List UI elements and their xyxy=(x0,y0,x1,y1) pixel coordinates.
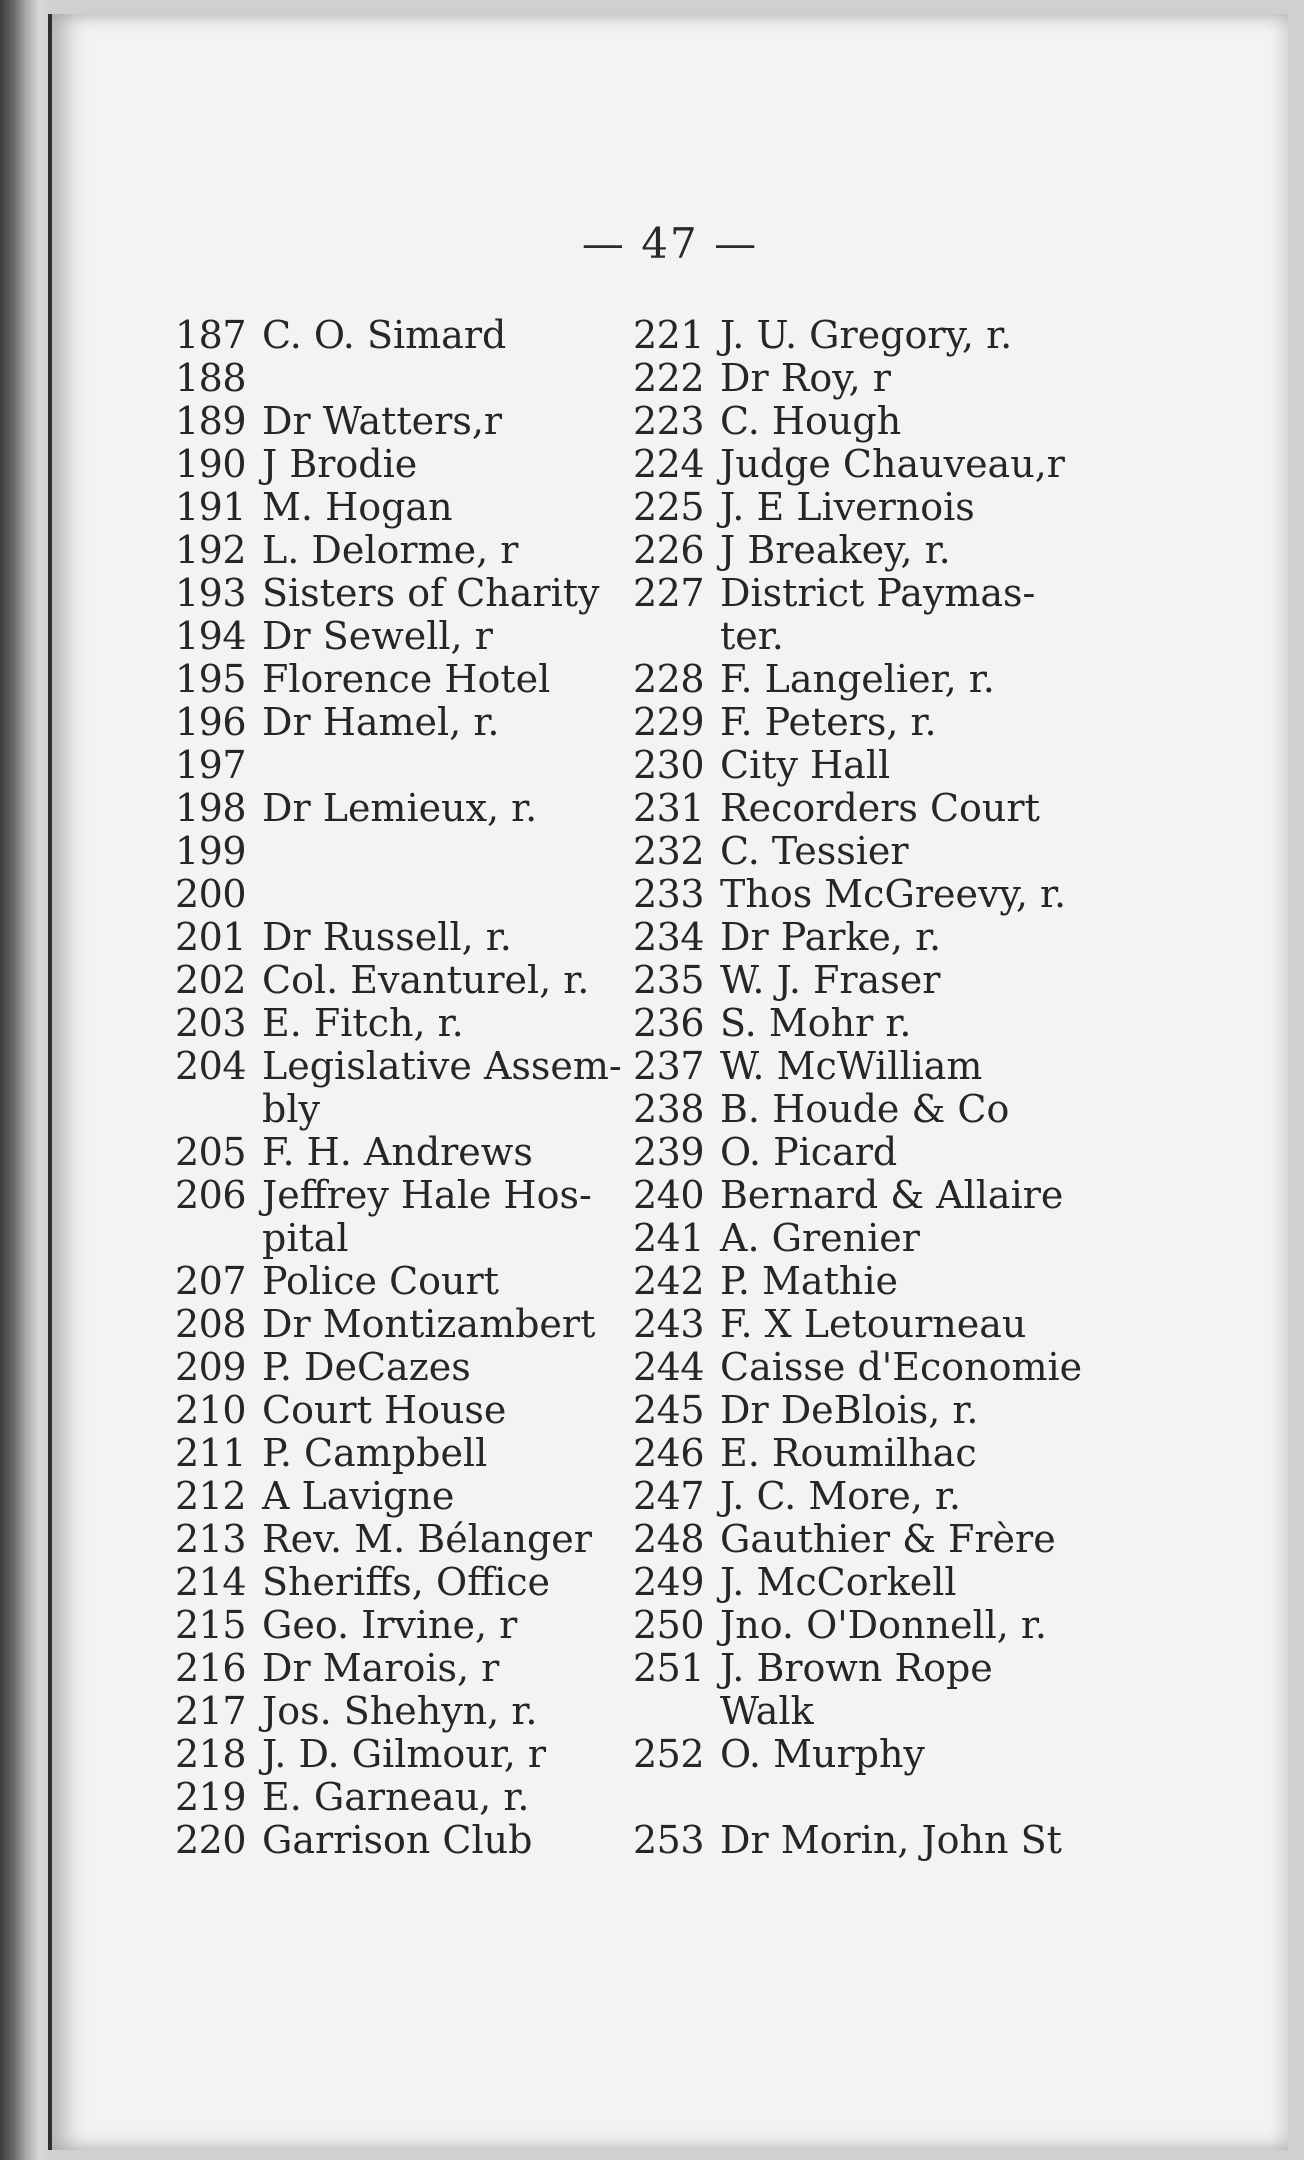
entry-name: Dr Roy, r xyxy=(720,356,891,400)
entry-name: Sheriffs, Office xyxy=(262,1560,551,1604)
entry-name: F. X Letourneau xyxy=(720,1302,1027,1346)
list-item xyxy=(620,1002,1120,1045)
entry-number: 212 xyxy=(174,1474,246,1518)
list-item xyxy=(162,916,682,959)
list-item xyxy=(162,1561,682,1604)
entry-name: E. Garneau, r. xyxy=(262,1775,530,1819)
entry-number: 200 xyxy=(174,872,246,916)
list-item xyxy=(162,443,682,486)
entry-number: 215 xyxy=(174,1603,246,1647)
entry-number: 194 xyxy=(174,614,246,658)
list-item xyxy=(620,1303,1120,1346)
entry-name: Dr Morin, John St xyxy=(720,1818,1062,1862)
list-item xyxy=(620,529,1120,572)
entry-name: J. U. Gregory, r. xyxy=(720,313,1013,357)
entry-number: 230 xyxy=(632,743,704,787)
entry-name: Dr Parke, r. xyxy=(720,915,942,959)
entry-name: F. Langelier, r. xyxy=(720,657,995,701)
entry-name: P. DeCazes xyxy=(262,1345,471,1389)
entry-name: S. Mohr r. xyxy=(720,1001,912,1045)
entry-name: J Brodie xyxy=(262,442,418,486)
list-item xyxy=(162,1045,682,1131)
entry-number: 197 xyxy=(174,743,246,787)
list-item xyxy=(162,615,682,658)
list-item xyxy=(620,1260,1120,1303)
list-item xyxy=(620,1432,1120,1475)
entry-number: 239 xyxy=(632,1130,704,1174)
entry-number: 221 xyxy=(632,313,704,357)
entry-number: 233 xyxy=(632,872,704,916)
entry-name: P. Mathie xyxy=(720,1259,898,1303)
entry-number: 235 xyxy=(632,958,704,1002)
entry-name: Bernard & Allaire xyxy=(720,1173,1064,1217)
list-item xyxy=(162,1002,682,1045)
list-item xyxy=(620,357,1120,400)
list-item xyxy=(162,830,682,873)
entry-name: District Paymas- ter. xyxy=(720,571,1036,658)
list-item xyxy=(162,1690,682,1733)
entry-name: A. Grenier xyxy=(720,1216,920,1260)
entry-name: Sisters of Charity xyxy=(262,571,600,615)
entry-name: Florence Hotel xyxy=(262,657,551,701)
list-item xyxy=(620,1088,1120,1131)
entry-number: 243 xyxy=(632,1302,704,1346)
entry-name: B. Houde & Co xyxy=(720,1087,1010,1131)
list-item xyxy=(162,1733,682,1776)
entry-name: E. Roumilhac xyxy=(720,1431,977,1475)
entry-number: 203 xyxy=(174,1001,246,1045)
list-item xyxy=(162,1260,682,1303)
list-item xyxy=(162,959,682,1002)
entry-number: 208 xyxy=(174,1302,246,1346)
book-page xyxy=(48,14,1288,2150)
entry-number: 210 xyxy=(174,1388,246,1432)
entry-number: 222 xyxy=(632,356,704,400)
entry-number: 201 xyxy=(174,915,246,959)
entry-number: 217 xyxy=(174,1689,246,1733)
entry-number: 198 xyxy=(174,786,246,830)
entry-name: F. H. Andrews xyxy=(262,1130,533,1174)
entry-name: Dr Montizambert xyxy=(262,1302,596,1346)
list-item xyxy=(162,486,682,529)
page-number: — 47 — xyxy=(581,219,759,268)
entry-number: 229 xyxy=(632,700,704,744)
entry-name: Dr Marois, r xyxy=(262,1646,500,1690)
list-item xyxy=(620,400,1120,443)
entry-name: Legislative Assem- bly xyxy=(262,1044,622,1131)
list-item xyxy=(162,1389,682,1432)
entry-name: Dr Lemieux, r. xyxy=(262,786,538,830)
list-item xyxy=(162,1647,682,1690)
entry-name: City Hall xyxy=(720,743,891,787)
list-item xyxy=(620,1819,1120,1862)
list-item xyxy=(620,1217,1120,1260)
entry-name: J Breakey, r. xyxy=(720,528,951,572)
list-item xyxy=(620,916,1120,959)
entry-name: Court House xyxy=(262,1388,507,1432)
entry-name: O. Picard xyxy=(720,1130,898,1174)
entry-number: 238 xyxy=(632,1087,704,1131)
entry-number: 253 xyxy=(632,1818,704,1862)
list-item xyxy=(620,1647,1120,1733)
list-item xyxy=(162,1346,682,1389)
entry-name: W. McWilliam xyxy=(720,1044,983,1088)
entry-number: 211 xyxy=(174,1431,246,1475)
list-item xyxy=(620,873,1120,916)
list-item xyxy=(162,529,682,572)
list-item xyxy=(620,744,1120,787)
entry-name xyxy=(262,830,682,873)
entry-name: M. Hogan xyxy=(262,485,453,529)
entry-name: Jno. O'Donnell, r. xyxy=(720,1603,1047,1647)
entry-number: 190 xyxy=(174,442,246,486)
entry-name: O. Murphy xyxy=(720,1732,925,1776)
right-column xyxy=(620,314,1120,1862)
entry-name xyxy=(262,873,682,916)
list-item xyxy=(620,1045,1120,1088)
entry-name xyxy=(262,357,682,400)
list-item xyxy=(620,787,1120,830)
entry-name: A Lavigne xyxy=(262,1474,455,1518)
entry-number: 241 xyxy=(632,1216,704,1260)
entry-name: J. D. Gilmour, r xyxy=(262,1732,547,1776)
list-item xyxy=(620,1604,1120,1647)
entry-number: 189 xyxy=(174,399,246,443)
entry-number: 246 xyxy=(632,1431,704,1475)
list-item xyxy=(162,873,682,916)
entry-name: Col. Evanturel, r. xyxy=(262,958,590,1002)
list-item xyxy=(620,1389,1120,1432)
list-item xyxy=(162,1174,682,1260)
entry-number: 214 xyxy=(174,1560,246,1604)
entry-number: 242 xyxy=(632,1259,704,1303)
list-item xyxy=(620,1131,1120,1174)
list-item xyxy=(620,959,1120,1002)
entry-name: F. Peters, r. xyxy=(720,700,937,744)
entry-number: 232 xyxy=(632,829,704,873)
entry-number: 209 xyxy=(174,1345,246,1389)
entry-number: 199 xyxy=(174,829,246,873)
entry-number: 226 xyxy=(632,528,704,572)
list-item xyxy=(162,572,682,615)
entry-name: Caisse d'Economie xyxy=(720,1345,1083,1389)
list-item xyxy=(162,400,682,443)
list-item xyxy=(162,1518,682,1561)
list-item xyxy=(162,1819,682,1862)
entry-number: 219 xyxy=(174,1775,246,1819)
list-item xyxy=(620,1346,1120,1389)
entry-name: C. Hough xyxy=(720,399,902,443)
entry-number: 218 xyxy=(174,1732,246,1776)
entry-name xyxy=(262,744,682,787)
list-item xyxy=(162,744,682,787)
entry-name: J. Brown Rope Walk xyxy=(720,1646,993,1733)
list-item xyxy=(620,1174,1120,1217)
entry-name: Dr Russell, r. xyxy=(262,915,512,959)
entry-number: 237 xyxy=(632,1044,704,1088)
entry-name: Rev. M. Bélanger xyxy=(262,1517,592,1561)
list-item xyxy=(162,1604,682,1647)
entry-name: J. E Livernois xyxy=(720,485,975,529)
entry-number: 251 xyxy=(632,1646,704,1690)
entry-number: 231 xyxy=(632,786,704,830)
entry-number: 248 xyxy=(632,1517,704,1561)
entry-number: 224 xyxy=(632,442,704,486)
entry-number: 250 xyxy=(632,1603,704,1647)
list-item xyxy=(620,701,1120,744)
list-item xyxy=(162,314,682,357)
list-item xyxy=(620,486,1120,529)
entry-name: C. Tessier xyxy=(720,829,909,873)
entry-number: 228 xyxy=(632,657,704,701)
list-item xyxy=(620,1733,1120,1776)
list-item xyxy=(162,1475,682,1518)
entry-name: J. C. More, r. xyxy=(720,1474,961,1518)
entry-number: 207 xyxy=(174,1259,246,1303)
left-column xyxy=(162,314,682,1862)
list-item xyxy=(620,1475,1120,1518)
entry-name: E. Fitch, r. xyxy=(262,1001,464,1045)
entry-name: Garrison Club xyxy=(262,1818,533,1862)
entry-number: 196 xyxy=(174,700,246,744)
entry-number: 220 xyxy=(174,1818,246,1862)
entry-name: J. McCorkell xyxy=(720,1560,957,1604)
entry-number: 191 xyxy=(174,485,246,529)
entry-name: Dr Watters,r xyxy=(262,399,503,443)
entry-number: 225 xyxy=(632,485,704,529)
entry-number: 249 xyxy=(632,1560,704,1604)
entry-number: 213 xyxy=(174,1517,246,1561)
entry-name: P. Campbell xyxy=(262,1431,488,1475)
entry-number: 247 xyxy=(632,1474,704,1518)
entry-number: 204 xyxy=(174,1044,246,1088)
entry-number: 244 xyxy=(632,1345,704,1389)
entry-number: 245 xyxy=(632,1388,704,1432)
list-item xyxy=(162,357,682,400)
entry-name: C. O. Simard xyxy=(262,313,507,357)
entry-name: W. J. Fraser xyxy=(720,958,941,1002)
entry-number: 192 xyxy=(174,528,246,572)
list-item xyxy=(162,787,682,830)
entry-name: Judge Chauveau,r xyxy=(720,442,1065,486)
list-item xyxy=(620,658,1120,701)
entry-name: Thos McGreevy, r. xyxy=(720,872,1067,916)
entry-name: Dr DeBlois, r. xyxy=(720,1388,979,1432)
entry-number: 205 xyxy=(174,1130,246,1174)
list-item xyxy=(162,701,682,744)
entry-number: 202 xyxy=(174,958,246,1002)
entry-name: Police Court xyxy=(262,1259,499,1303)
entry-number: 240 xyxy=(632,1173,704,1217)
list-item xyxy=(162,1432,682,1475)
list-item xyxy=(162,1303,682,1346)
entry-number: 195 xyxy=(174,657,246,701)
entry-name: Recorders Court xyxy=(720,786,1040,830)
entry-number: 227 xyxy=(632,571,704,615)
list-item xyxy=(620,443,1120,486)
entry-name: Jos. Shehyn, r. xyxy=(262,1689,538,1733)
entry-number: 188 xyxy=(174,356,246,400)
entry-name: Gauthier & Frère xyxy=(720,1517,1056,1561)
entry-name: Dr Sewell, r xyxy=(262,614,493,658)
entry-number: 234 xyxy=(632,915,704,959)
list-item xyxy=(162,658,682,701)
list-item xyxy=(620,572,1120,658)
entry-number: 236 xyxy=(632,1001,704,1045)
list-item xyxy=(620,1561,1120,1604)
list-item xyxy=(620,830,1120,873)
list-item xyxy=(620,314,1120,357)
entry-number: 223 xyxy=(632,399,704,443)
list-item xyxy=(620,1518,1120,1561)
entry-number: 193 xyxy=(174,571,246,615)
entry-number: 206 xyxy=(174,1173,246,1217)
list-item xyxy=(162,1131,682,1174)
entry-number: 187 xyxy=(174,313,246,357)
entry-name: Jeffrey Hale Hos- pital xyxy=(262,1173,592,1260)
entry-number: 216 xyxy=(174,1646,246,1690)
entry-number: 252 xyxy=(632,1732,704,1776)
entry-name: Geo. Irvine, r xyxy=(262,1603,518,1647)
entry-name: L. Delorme, r xyxy=(262,528,519,572)
entry-name: Dr Hamel, r. xyxy=(262,700,500,744)
list-item xyxy=(162,1776,682,1819)
